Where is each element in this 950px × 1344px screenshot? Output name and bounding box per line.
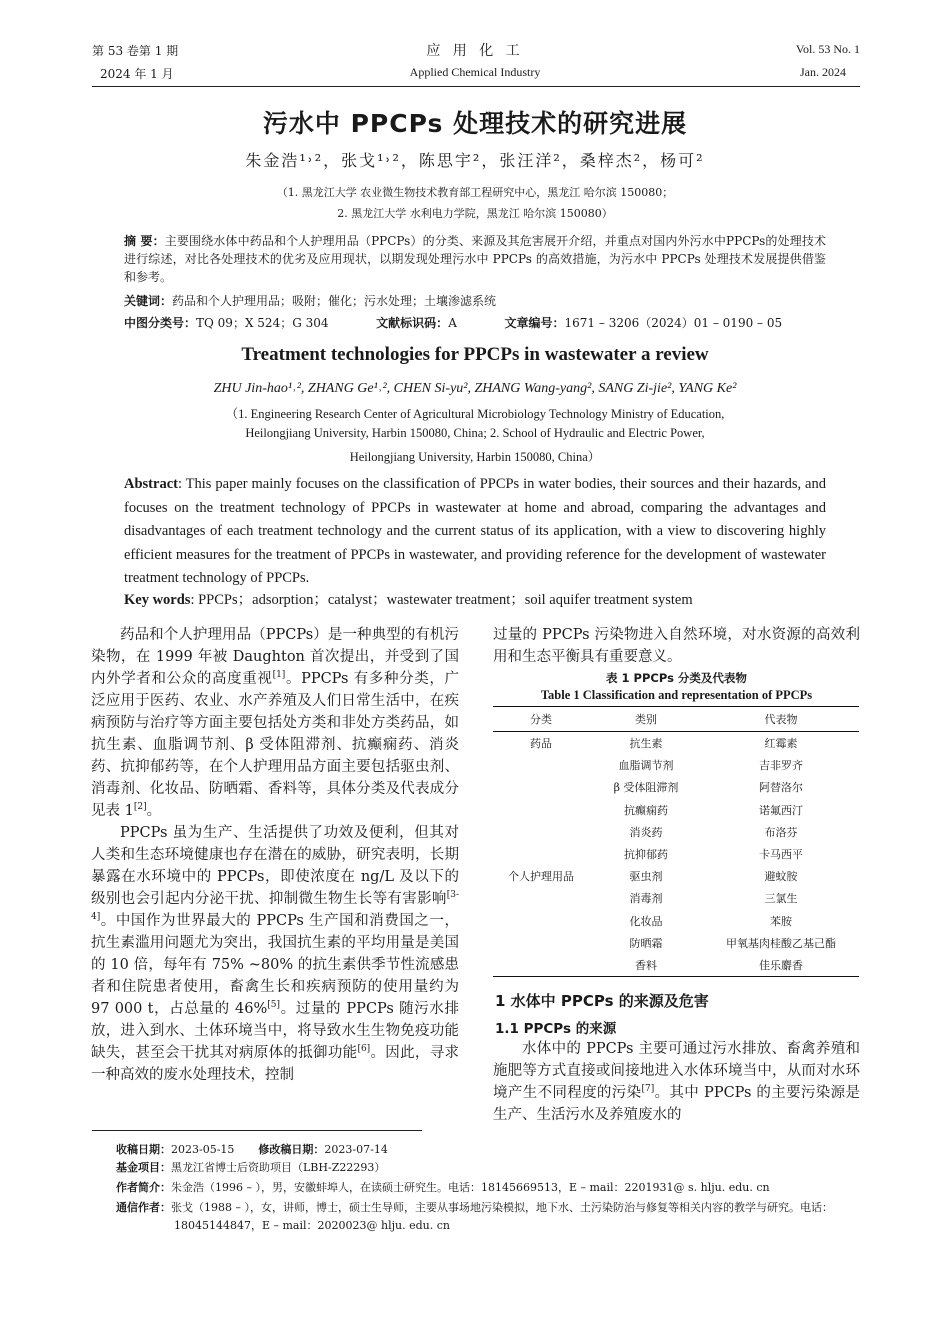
footnote-rule [92, 1130, 422, 1131]
doc-code-value: A [448, 316, 457, 330]
journal-date: 2024 年 1 月 [100, 67, 174, 81]
table-cell: β 受体阻滞剂 [613, 781, 679, 795]
citation: [1] [272, 670, 286, 681]
table-cell: 防晒霜 [629, 936, 663, 950]
table-cell [493, 954, 589, 977]
citation: [2] [133, 802, 147, 813]
table-cell: 吉非罗齐 [759, 759, 803, 773]
paper-title-cn: 污水中 PPCPs 处理技术的研究进展 [262, 109, 688, 138]
issue-date-en: Jan. 2024 [800, 65, 846, 79]
table-cell: 苯胺 [770, 914, 792, 928]
affiliation-en-2: Heilongjiang University, Harbin 150080, China; 2. School of Hydraulic and Electric Power, [245, 426, 705, 440]
table-cell: 抗生素 [629, 737, 663, 751]
citation: [3-4] [91, 890, 459, 923]
table-header-row [493, 707, 859, 732]
table-row [493, 865, 859, 887]
table-cell: 消毒剂 [629, 892, 663, 906]
intro-continuation: 过量的 PPCPs 污染物进入自然环境，对水资源的高效利用和生态平衡具有重要意义。 [493, 627, 860, 665]
table-cell: 避蚊胺 [764, 870, 798, 884]
table-cell: 个人护理用品 [508, 870, 574, 884]
keywords-cn [124, 292, 826, 310]
table-row [493, 821, 859, 843]
keywords-en-label: Key words [124, 592, 191, 608]
table-cell [493, 821, 589, 843]
table-caption-cn: 表 1 PPCPs 分类及代表物 [606, 671, 747, 685]
table-cell: 血脂调节剂 [618, 759, 674, 773]
table-cell: 药品 [530, 737, 552, 751]
abstract-en [124, 473, 826, 591]
paper-title-en: Treatment technologies for PPCPs in wastewater a review [241, 344, 709, 365]
clc-label: 中图分类号： [124, 316, 197, 330]
section-heading-1: 1 水体中 PPCPs 的来源及危害 [495, 992, 709, 1010]
journal-issue: 第 53 卷第 1 期 [92, 44, 179, 58]
affiliation-cn-1: （1. 黑龙江大学 农业微生物技术教育部工程研究中心，黑龙江 哈尔滨 150080； [276, 186, 674, 199]
table-cell [493, 843, 589, 865]
abstract-cn-label: 摘 要： [124, 234, 165, 248]
table-row [493, 887, 859, 909]
journal-name-en: Applied Chemical Industry [409, 65, 541, 79]
section-paragraph-1: 水体中的 PPCPs 主要可通过污水排放、畜禽养殖和施肥等方式直接或间接地进入水体环境当中，从而对水环境产生不同程度的污染[7]。其中 PPCPs 的主要污染源是生产、生活污水及养殖废水的 [493, 1041, 861, 1123]
table-cell: 红霉素 [764, 737, 798, 751]
footnote-corresponding: 通信作者：张戈（1988 – ），女，讲师，博士，硕士生导师，主要从事场地污染模拟，地下水、土污染防治与修复等相关内容的教学与研究。电话：18045144847，E – mail：2020023@ hlju. edu. cn [116, 1201, 833, 1232]
table-cell: 抗抑郁药 [624, 848, 668, 862]
abstract-cn [124, 232, 826, 286]
table-cell: 香料 [589, 954, 703, 977]
footnote-fund: 基金项目：黑龙江省博士后资助项目（LBH-Z22293） [116, 1161, 386, 1174]
abstract-en-label: Abstract [124, 476, 178, 492]
keywords-en [124, 589, 826, 613]
table-row [493, 954, 859, 977]
table-cell [493, 776, 589, 798]
table-cell: 阿替洛尔 [759, 781, 803, 795]
table-row [493, 732, 859, 755]
table-cell: 布洛芬 [764, 825, 798, 839]
body-right-section [493, 1038, 860, 1126]
body-right-intro [493, 624, 860, 668]
article-number-value: 1671 – 3206（2024）01 – 0190 – 05 [564, 316, 783, 330]
table-cell: 甲氧基肉桂酸乙基己酯 [726, 936, 836, 950]
affiliation-en-3: Heilongjiang University, Harbin 150080, China） [349, 450, 601, 464]
abstract-en-text: : This paper mainly focuses on the classification of PPCPs in water bodies, their sources and their hazards, and focuses on the treatment technology of PPCPs in wastewater at home and abroad, comparing the advantages and disadvantages of each treatment technology and the current status of its application, with a view to discovering highly efficient measures for the treatment of PPCPs in wastewater, and providing reference for the development of wastewater treatment technology of PPCPs. [124, 476, 826, 586]
table-cell [493, 910, 589, 932]
citation: [7] [641, 1084, 655, 1095]
keywords-cn-text: 药品和个人护理用品；吸附；催化；污水处理；土壤渗滤系统 [172, 294, 497, 308]
table-cell: 化妆品 [629, 914, 663, 928]
table-cell [493, 799, 589, 821]
table-cell [493, 754, 589, 776]
intro-paragraph-1: 药品和个人护理用品（PPCPs）是一种典型的有机污染物，在 1999 年被 Daughton 首次提出，并受到了国内外学者和公众的高度重视[1]。PPCPs 有多种分类，广泛应用于医药、农业、水产养殖及人们日常生活中，在疾病预防与治疗等方面主要包括处方类和非处方类药品，如抗生素、血脂调节剂、β 受体阻滞剂、抗癫痫药、消炎药、抗抑郁药等，在个人护理用品方面主要包括驱虫剂、消毒剂、化妆品、防晒霜、香料等，具体分类及代表成分见表 1[2]。 [91, 627, 460, 819]
table-cell [493, 932, 589, 954]
table-row [493, 776, 859, 798]
table-cell [493, 887, 589, 909]
classification-line [124, 314, 826, 332]
doc-code-label: 文献标识码： [376, 316, 449, 330]
journal-name-cn: 应 用 化 工 [426, 43, 524, 59]
volume-number: Vol. 53 No. 1 [795, 42, 860, 56]
table-row [493, 799, 859, 821]
citation: [5] [267, 1000, 280, 1011]
abstract-cn-text: 主要围绕水体中药品和个人护理用品（PPCPs）的分类、来源及其危害展开介绍，并重点对国内外污水中PPCPs的处理技术进行综述，对比各处理技术的优劣及应用现状，以期发现处理污水中 PPCPs 的高效措施，为污水中 PPCPs 处理技术发展提供借鉴和参考。 [124, 234, 826, 284]
clc-value: TQ 09；X 524；G 304 [196, 316, 329, 330]
article-number-label: 文章编号： [504, 316, 565, 330]
authors-en: ZHU Jin-hao¹˒², ZHANG Ge¹˒², CHEN Si-yu², ZHANG Wang-yang², SANG Zi-jie², YANG Ke² [213, 381, 737, 396]
table-row [493, 754, 859, 776]
table-caption-en: Table 1 Classification and representation of PPCPs [540, 688, 813, 702]
intro-paragraph-2: PPCPs 虽为生产、生活提供了功效及便利，但其对人类和生态环境健康也存在潜在的威胁，研究表明，长期暴露在水环境中的 PPCPs，即使浓度在 ng/L 及以下的级别也会引起内分泌干扰、抑制微生物生长等有害影响[3-4]。中国作为世界最大的 PPCPs 生产国和消费国之一，抗生素滥用问题尤为突出，我国抗生素的平均用量是美国的 10 倍，每年有 75% ~80% 的抗生素供季节性流感患者和住院患者使用，畜禽生长和疾病预防的使用量约为 97 000 t，占总量的 46%[5]。过量的 PPCPs 随污水排放，进入到水、土体环境当中，将导致水生生物免疫功能缺失，甚至会干扰其对病原体的抵御功能[6]。因此，寻求一种高效的废水处理技术，控制 [91, 825, 459, 1083]
table-cell: 佳乐麝香 [703, 954, 859, 977]
footnote-dates: 收稿日期：2023-05-15 修改稿日期：2023-07-14 [116, 1143, 388, 1156]
keywords-en-text: : PPCPs；adsorption；catalyst；wastewater treatment；soil aquifer treatment system [190, 592, 693, 608]
affiliation-cn-2: 2. 黑龙江大学 水利电力学院，黑龙江 哈尔滨 150080） [337, 207, 613, 220]
table-row [493, 910, 859, 932]
citation: [6] [357, 1044, 371, 1055]
table-header-cell: 类别 [589, 707, 703, 732]
body-left-column [91, 624, 459, 1086]
table-cell: 消炎药 [629, 825, 663, 839]
footnote-author: 作者简介：朱金浩（1996 – ），男，安徽蚌埠人，在读硕士研究生。电话：18145669513，E – mail：2201931@ s. hlju. edu. cn [116, 1181, 770, 1194]
keywords-cn-label: 关键词： [124, 294, 173, 308]
table-cell: 三氯生 [764, 892, 798, 906]
table-header-cell: 分类 [493, 707, 589, 732]
affiliation-en-1: （1. Engineering Research Center of Agricultural Microbiology Technology Ministry of Education, [225, 407, 725, 421]
table-1 [493, 706, 859, 977]
table-header-cell: 代表物 [703, 707, 859, 732]
table-cell: 驱虫剂 [629, 870, 663, 884]
authors-cn: 朱金浩¹˒²，张戈¹˒²，陈思宇²，张汪洋²，桑梓杰²，杨可² [245, 151, 705, 170]
table-cell: 诺氟西汀 [759, 803, 803, 817]
table-row [493, 843, 859, 865]
table-cell: 卡马西平 [759, 848, 803, 862]
table-cell: 抗癫痫药 [624, 803, 668, 817]
subsection-heading-1-1: 1.1 PPCPs 的来源 [495, 1021, 617, 1037]
table-row [493, 932, 859, 954]
header-rule [92, 86, 860, 87]
